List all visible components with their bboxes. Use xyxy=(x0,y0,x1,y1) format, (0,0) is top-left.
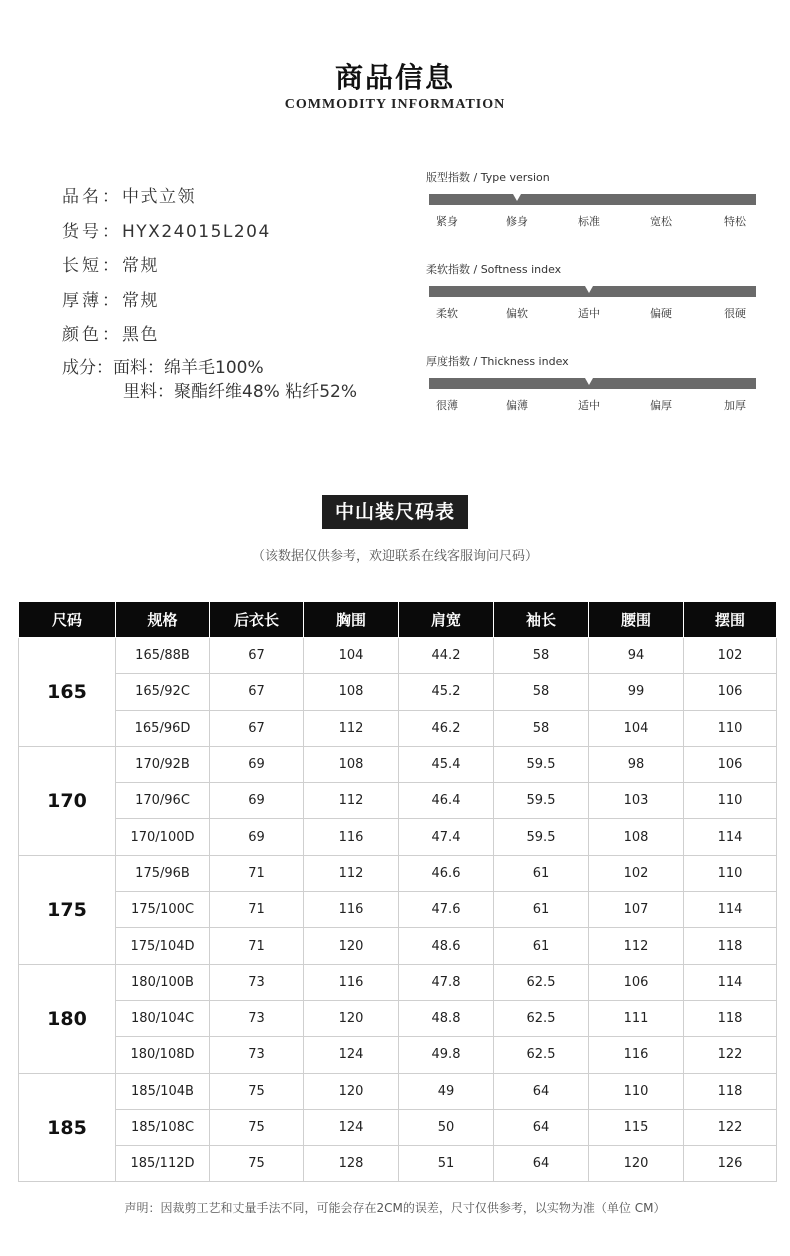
table-cell: 107 xyxy=(589,892,684,928)
size-table-body xyxy=(19,638,777,1182)
size-group-cell: 185 xyxy=(19,1073,116,1182)
table-cell: 185/112D xyxy=(116,1146,210,1182)
table-cell: 71 xyxy=(210,855,304,891)
table-cell: 59.5 xyxy=(494,819,589,855)
index-levels xyxy=(426,305,756,321)
table-cell: 108 xyxy=(589,819,684,855)
table-cell: 110 xyxy=(589,1073,684,1109)
table-cell: 165/92C xyxy=(116,674,210,710)
index-scales xyxy=(426,168,756,444)
index-level: 偏软 xyxy=(506,307,528,320)
table-cell: 102 xyxy=(684,638,777,674)
table-row xyxy=(19,1037,777,1073)
table-cell: 115 xyxy=(589,1109,684,1145)
composition-lining: 里料：聚酯纤维48% 粘纤52% xyxy=(123,381,357,402)
index-bar xyxy=(429,194,756,205)
header-shoulder: 肩宽 xyxy=(399,602,494,638)
page-title-en: COMMODITY INFORMATION xyxy=(284,97,506,112)
table-cell: 102 xyxy=(589,855,684,891)
table-cell: 58 xyxy=(494,638,589,674)
index-level: 紧身 xyxy=(436,215,458,228)
table-cell: 112 xyxy=(589,928,684,964)
table-cell: 50 xyxy=(399,1109,494,1145)
table-cell: 120 xyxy=(304,928,399,964)
table-cell: 62.5 xyxy=(494,1000,589,1036)
table-cell: 170/92B xyxy=(116,746,210,782)
table-cell: 45.2 xyxy=(399,674,494,710)
table-cell: 75 xyxy=(210,1073,304,1109)
table-cell: 99 xyxy=(589,674,684,710)
table-cell: 185/104B xyxy=(116,1073,210,1109)
table-cell: 170/96C xyxy=(116,783,210,819)
table-cell: 175/96B xyxy=(116,855,210,891)
info-row-name xyxy=(62,184,357,219)
table-cell: 165/88B xyxy=(116,638,210,674)
table-cell: 110 xyxy=(684,783,777,819)
table-row xyxy=(19,1000,777,1036)
composition-outer: 面料：绵羊毛100% xyxy=(113,357,264,378)
table-row xyxy=(19,1073,777,1109)
index-label: 柔软指数 / Softness index xyxy=(426,263,562,276)
table-cell: 59.5 xyxy=(494,746,589,782)
info-value: 黑色 xyxy=(122,325,159,345)
table-cell: 67 xyxy=(210,674,304,710)
size-group-cell: 165 xyxy=(19,638,116,747)
table-cell: 122 xyxy=(684,1037,777,1073)
table-cell: 71 xyxy=(210,892,304,928)
table-cell: 108 xyxy=(304,674,399,710)
table-cell: 170/100D xyxy=(116,819,210,855)
table-cell: 47.8 xyxy=(399,964,494,1000)
header-back-length: 后衣长 xyxy=(210,602,304,638)
table-row xyxy=(19,746,777,782)
table-cell: 61 xyxy=(494,892,589,928)
table-cell: 114 xyxy=(684,964,777,1000)
table-cell: 62.5 xyxy=(494,964,589,1000)
table-cell: 49.8 xyxy=(399,1037,494,1073)
table-cell: 46.6 xyxy=(399,855,494,891)
index-level: 适中 xyxy=(578,307,600,320)
table-cell: 58 xyxy=(494,710,589,746)
table-row xyxy=(19,710,777,746)
table-cell: 58 xyxy=(494,674,589,710)
info-key: 颜色： xyxy=(62,325,122,345)
table-cell: 110 xyxy=(684,855,777,891)
table-cell: 94 xyxy=(589,638,684,674)
table-cell: 61 xyxy=(494,928,589,964)
table-cell: 69 xyxy=(210,746,304,782)
table-cell: 118 xyxy=(684,1000,777,1036)
table-cell: 124 xyxy=(304,1109,399,1145)
table-cell: 128 xyxy=(304,1146,399,1182)
table-cell: 59.5 xyxy=(494,783,589,819)
table-cell: 104 xyxy=(589,710,684,746)
header-chest: 胸围 xyxy=(304,602,399,638)
info-row-sku xyxy=(62,219,357,254)
header-size: 尺码 xyxy=(19,602,116,638)
index-levels xyxy=(426,397,756,413)
table-row xyxy=(19,1109,777,1145)
info-row-composition xyxy=(62,357,357,381)
table-cell: 67 xyxy=(210,710,304,746)
index-level: 偏硬 xyxy=(650,307,672,320)
header-hem: 摆围 xyxy=(684,602,777,638)
table-cell: 111 xyxy=(589,1000,684,1036)
table-cell: 112 xyxy=(304,855,399,891)
size-chart-title: 中山装尺码表 xyxy=(322,495,468,529)
info-value: 常规 xyxy=(122,256,159,276)
thickness-index xyxy=(426,352,756,444)
table-cell: 126 xyxy=(684,1146,777,1182)
table-cell: 67 xyxy=(210,638,304,674)
header-waist: 腰围 xyxy=(589,602,684,638)
table-cell: 112 xyxy=(304,783,399,819)
page-title-cn: 商品信息 xyxy=(334,61,455,94)
table-cell: 106 xyxy=(684,746,777,782)
table-cell: 64 xyxy=(494,1109,589,1145)
table-cell: 49 xyxy=(399,1073,494,1109)
table-cell: 185/108C xyxy=(116,1109,210,1145)
table-cell: 46.4 xyxy=(399,783,494,819)
table-cell: 46.2 xyxy=(399,710,494,746)
table-cell: 106 xyxy=(684,674,777,710)
table-cell: 69 xyxy=(210,819,304,855)
table-cell: 116 xyxy=(304,892,399,928)
table-cell: 103 xyxy=(589,783,684,819)
table-row xyxy=(19,638,777,674)
table-cell: 71 xyxy=(210,928,304,964)
header-spec: 规格 xyxy=(116,602,210,638)
table-cell: 118 xyxy=(684,928,777,964)
info-value: HYX24015L204 xyxy=(122,221,271,242)
table-row xyxy=(19,819,777,855)
table-cell: 64 xyxy=(494,1146,589,1182)
table-cell: 61 xyxy=(494,855,589,891)
disclaimer-note: 声明：因裁剪工艺和丈量手法不同，可能会存在2CM的误差，尺寸仅供参考，以实物为准（单位 CM） xyxy=(124,1201,666,1215)
table-cell: 108 xyxy=(304,746,399,782)
table-header-row xyxy=(19,602,777,638)
table-cell: 114 xyxy=(684,892,777,928)
table-cell: 112 xyxy=(304,710,399,746)
table-cell: 98 xyxy=(589,746,684,782)
table-cell: 45.4 xyxy=(399,746,494,782)
table-cell: 120 xyxy=(589,1146,684,1182)
table-cell: 180/104C xyxy=(116,1000,210,1036)
table-cell: 48.6 xyxy=(399,928,494,964)
table-cell: 48.8 xyxy=(399,1000,494,1036)
table-cell: 73 xyxy=(210,964,304,1000)
size-table xyxy=(18,601,777,1182)
table-cell: 51 xyxy=(399,1146,494,1182)
index-level: 很薄 xyxy=(436,399,458,412)
table-cell: 104 xyxy=(304,638,399,674)
table-cell: 69 xyxy=(210,783,304,819)
table-cell: 116 xyxy=(304,819,399,855)
table-cell: 114 xyxy=(684,819,777,855)
softness-index xyxy=(426,260,756,352)
index-level: 柔软 xyxy=(436,307,458,320)
size-group-cell: 175 xyxy=(19,855,116,964)
info-key: 成分： xyxy=(62,357,113,378)
table-cell: 64 xyxy=(494,1073,589,1109)
index-level: 偏薄 xyxy=(506,399,528,412)
index-level: 标准 xyxy=(578,215,600,228)
table-cell: 106 xyxy=(589,964,684,1000)
index-marker-icon xyxy=(513,194,521,201)
index-label: 版型指数 / Type version xyxy=(426,171,550,184)
table-row xyxy=(19,674,777,710)
table-cell: 47.6 xyxy=(399,892,494,928)
table-cell: 180/100B xyxy=(116,964,210,1000)
index-level: 宽松 xyxy=(650,215,672,228)
info-value: 常规 xyxy=(122,290,159,311)
product-info xyxy=(62,184,357,405)
index-marker-icon xyxy=(585,286,593,293)
table-cell: 116 xyxy=(589,1037,684,1073)
info-row-length xyxy=(62,253,357,288)
table-cell: 175/100C xyxy=(116,892,210,928)
info-key: 品名： xyxy=(62,187,122,207)
info-value: 中式立领 xyxy=(122,187,196,207)
table-row xyxy=(19,1146,777,1182)
table-cell: 120 xyxy=(304,1000,399,1036)
table-cell: 165/96D xyxy=(116,710,210,746)
index-levels xyxy=(426,213,756,229)
table-cell: 44.2 xyxy=(399,638,494,674)
table-cell: 73 xyxy=(210,1037,304,1073)
index-level: 偏厚 xyxy=(650,399,672,412)
table-cell: 118 xyxy=(684,1073,777,1109)
index-marker-icon xyxy=(585,378,593,385)
info-key: 厚薄： xyxy=(62,290,122,311)
index-level: 很硬 xyxy=(724,307,746,320)
info-row-composition-lining xyxy=(62,381,357,405)
size-group-cell: 180 xyxy=(19,964,116,1073)
table-cell: 73 xyxy=(210,1000,304,1036)
size-group-cell: 170 xyxy=(19,746,116,855)
index-level: 适中 xyxy=(578,399,600,412)
table-row xyxy=(19,892,777,928)
info-row-color xyxy=(62,322,357,357)
table-cell: 110 xyxy=(684,710,777,746)
table-row xyxy=(19,964,777,1000)
size-chart-subtitle: （该数据仅供参考，欢迎联系在线客服询问尺码） xyxy=(251,549,538,564)
table-cell: 122 xyxy=(684,1109,777,1145)
header-sleeve: 袖长 xyxy=(494,602,589,638)
info-row-thickness xyxy=(62,288,357,323)
table-cell: 180/108D xyxy=(116,1037,210,1073)
table-cell: 47.4 xyxy=(399,819,494,855)
info-key: 货号： xyxy=(62,221,122,242)
info-key: 长短： xyxy=(62,256,122,276)
table-row xyxy=(19,855,777,891)
table-cell: 62.5 xyxy=(494,1037,589,1073)
table-cell: 75 xyxy=(210,1109,304,1145)
index-level: 特松 xyxy=(724,215,746,228)
table-row xyxy=(19,783,777,819)
table-row xyxy=(19,928,777,964)
table-cell: 116 xyxy=(304,964,399,1000)
table-cell: 75 xyxy=(210,1146,304,1182)
type-version-index xyxy=(426,168,756,260)
index-level: 修身 xyxy=(506,215,528,228)
index-label: 厚度指数 / Thickness index xyxy=(426,355,569,368)
index-level: 加厚 xyxy=(724,399,746,412)
table-cell: 120 xyxy=(304,1073,399,1109)
table-cell: 124 xyxy=(304,1037,399,1073)
table-cell: 175/104D xyxy=(116,928,210,964)
